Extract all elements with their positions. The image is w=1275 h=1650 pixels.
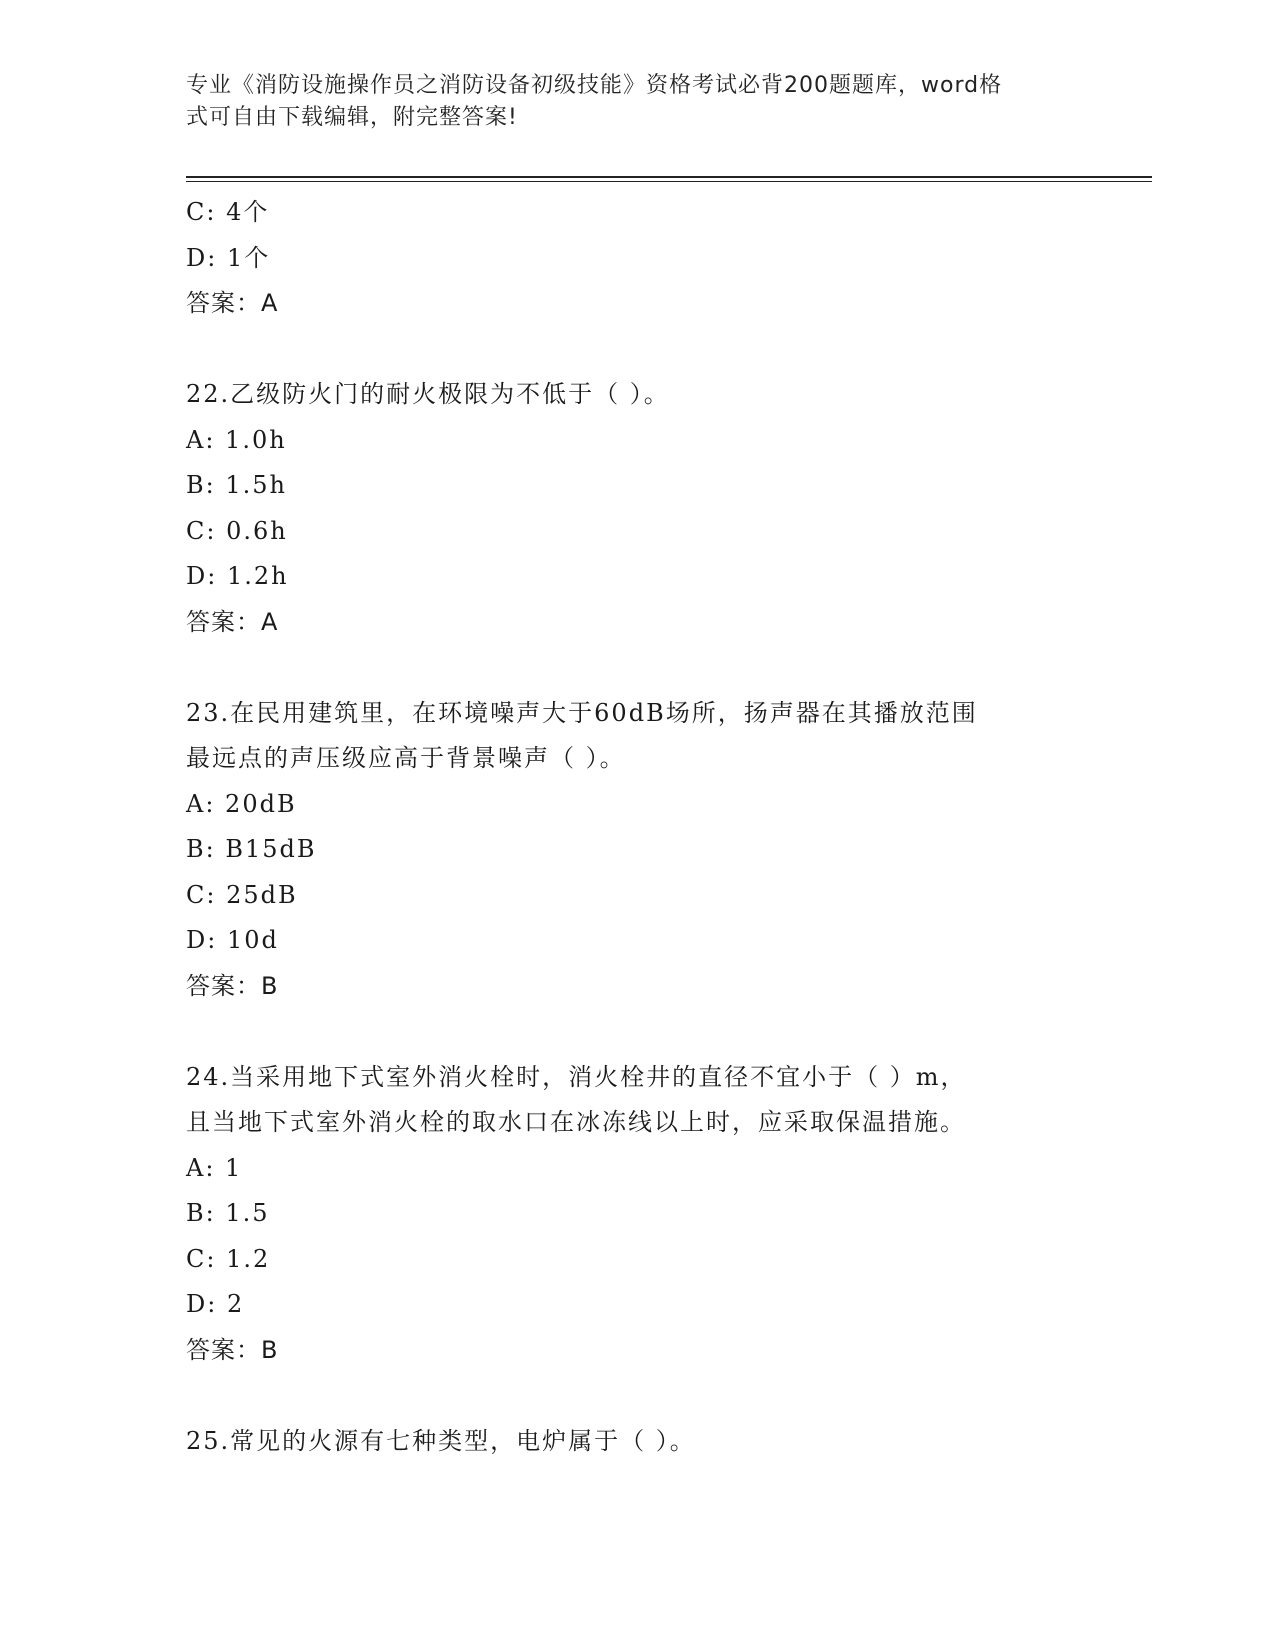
option-b: B: 1.5 — [186, 1199, 270, 1227]
option-c: C: 25dB — [186, 880, 298, 909]
option-b: B: B15dB — [186, 835, 317, 863]
question-stem-line-2: 且当地下式室外消火栓的取水口在冰冻线以上时，应采取保温措施。 — [186, 1108, 966, 1136]
header-line-2: 式可自由下载编辑，附完整答案! — [186, 105, 518, 130]
question-21-partial — [186, 190, 1086, 327]
question-stem-line-2: 最远点的声压级应高于背景噪声（ ）。 — [186, 744, 626, 772]
option-b: B: 1.5h — [186, 471, 287, 499]
option-a: A: 1.0h — [186, 425, 287, 454]
question-22 — [186, 372, 1086, 645]
answer: 答案：A — [186, 289, 279, 317]
question-23 — [186, 691, 1086, 1010]
question-25 — [186, 1419, 1086, 1465]
question-list — [186, 190, 1086, 1464]
option-d: D: 1个 — [186, 243, 271, 272]
option-d: D: 10d — [186, 926, 279, 954]
header-line-1: 专业《消防设施操作员之消防设备初级技能》资格考试必背200题题库，word格 — [186, 73, 1003, 98]
question-24 — [186, 1055, 1086, 1374]
answer: 答案：A — [186, 607, 279, 636]
question-stem: 25.常见的火源有七种类型，电炉属于（ ）。 — [186, 1426, 696, 1455]
option-a: A: 1 — [186, 1153, 243, 1182]
option-c: C: 1.2 — [186, 1244, 271, 1273]
option-d: D: 1.2h — [186, 562, 289, 590]
document-header — [186, 70, 1066, 134]
option-c: C: 0.6h — [186, 516, 288, 545]
header-rule-thin — [186, 181, 1152, 182]
option-d: D: 2 — [186, 1290, 245, 1318]
answer: 答案：B — [186, 1335, 279, 1364]
option-c: C: 4个 — [186, 198, 270, 226]
question-stem-line-1: 23.在民用建筑里，在环境噪声大于60dB场所，扬声器在其播放范围 — [186, 698, 978, 727]
header-rule-thick — [186, 176, 1152, 178]
question-stem: 22.乙级防火门的耐火极限为不低于（ ）。 — [186, 380, 670, 408]
option-a: A: 20dB — [186, 789, 297, 818]
question-stem-line-1: 24.当采用地下式室外消火栓时，消火栓井的直径不宜小于（ ）m， — [186, 1062, 967, 1091]
answer: 答案：B — [186, 971, 279, 1000]
